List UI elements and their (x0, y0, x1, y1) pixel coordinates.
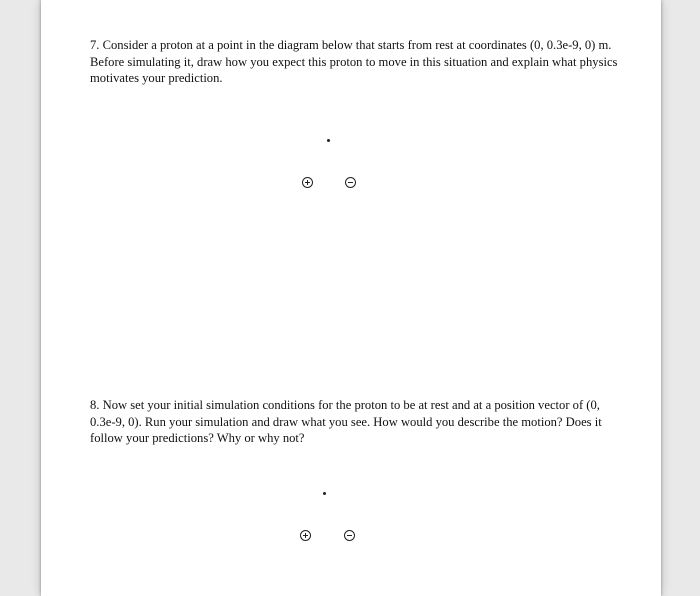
proton-start-point (327, 139, 330, 142)
proton-start-point (323, 492, 326, 495)
negative-charge-icon (344, 530, 355, 541)
positive-charge-icon (300, 530, 311, 541)
positive-charge-icon (302, 177, 313, 188)
document-page (41, 0, 661, 596)
question-7-text: 7. Consider a proton at a point in the diagram below that starts from rest at coordinates (0, 0.3e-9, 0) m. Before simulating it, draw how you expect this proton to move in this situation and explain what physics motivates your prediction. (90, 38, 618, 85)
negative-charge-icon (345, 177, 356, 188)
question-8-text: 8. Now set your initial simulation conditions for the proton to be at rest and at a position vector of (0, 0.3e-9, 0). Run your simulation and draw what you see. How would you describe the motion? Does it follow your predictions? Why or why not? (90, 398, 602, 445)
